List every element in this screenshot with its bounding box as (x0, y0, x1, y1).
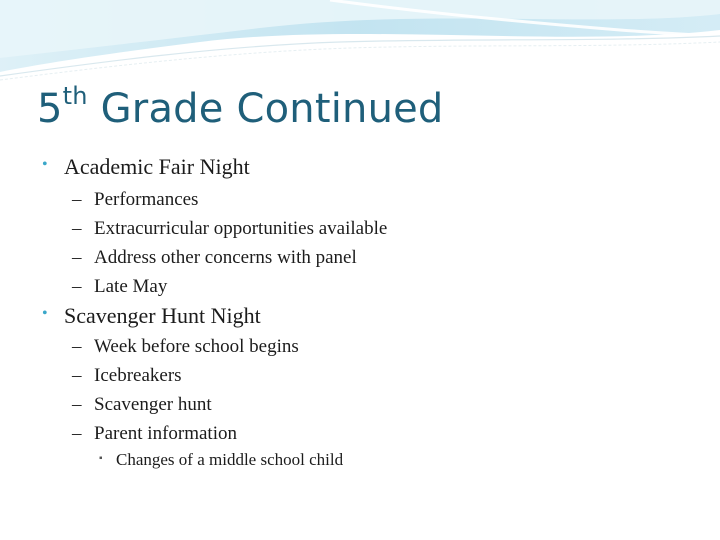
sub-item: – Address other concerns with panel (72, 247, 357, 268)
sub-item: – Scavenger hunt (72, 394, 212, 415)
slide-title: 5th Grade Continued (37, 81, 444, 132)
dash-icon: – (72, 247, 82, 268)
dash-icon: – (72, 365, 82, 386)
sub-item: – Parent information (72, 423, 237, 444)
dash-icon: – (72, 276, 82, 297)
bullet-scavenger-hunt-night: • Scavenger Hunt Night (42, 303, 261, 328)
bullet-icon: • (42, 156, 48, 173)
bullet-academic-fair-night: • Academic Fair Night (42, 154, 250, 179)
dash-icon: – (72, 189, 82, 210)
sub-item: – Week before school begins (72, 336, 299, 357)
title-superscript: th (62, 81, 88, 110)
sub-item: – Performances (72, 189, 199, 210)
sub-sub-item: ▪ Changes of a middle school child (99, 450, 344, 469)
dash-icon: – (72, 336, 82, 357)
bullet-icon: • (42, 305, 48, 322)
small-bullet-icon: ▪ (99, 453, 103, 464)
dash-icon: – (72, 394, 82, 415)
dash-icon: – (72, 423, 82, 444)
sub-item: – Late May (72, 276, 168, 297)
dash-icon: – (72, 218, 82, 239)
sub-item: – Extracurricular opportunities available (72, 218, 388, 239)
sub-item: – Icebreakers (72, 365, 182, 386)
